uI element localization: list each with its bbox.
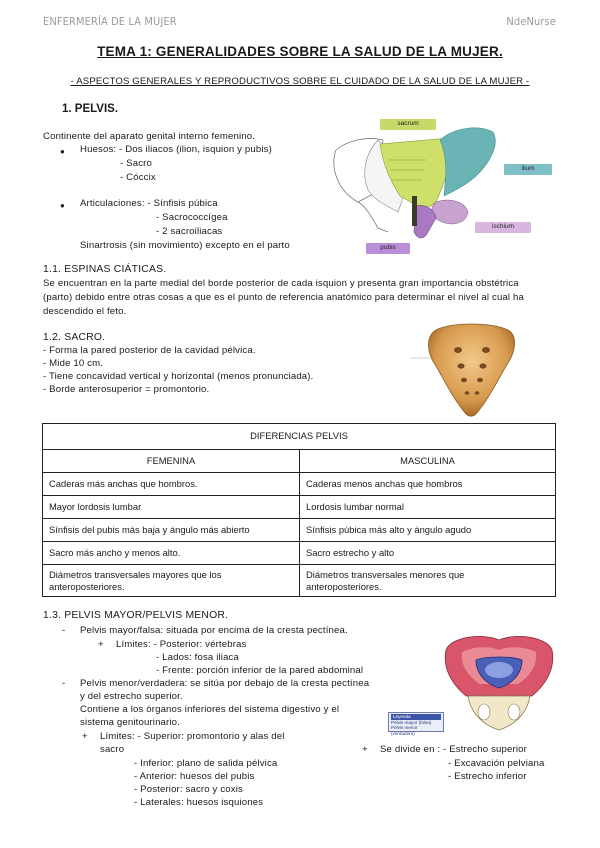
diferencias-pelvis-table — [42, 423, 556, 597]
pelvis-menor-limite-item: - Inferior: plano de salida pélvica — [134, 758, 278, 769]
pelvis-menor-limite-item: - Anterior: huesos del pubis — [134, 771, 255, 782]
table-cell: Sínfisis del pubis más baja y ángulo más abierto — [43, 519, 300, 542]
pelvis-menor-line: Pelvis menor/verdadera: se sitúa por debajo de la cresta pectínea — [80, 678, 370, 689]
table-row — [43, 519, 556, 542]
table-row — [43, 565, 556, 597]
coccyx-shape — [412, 196, 417, 226]
page-subtitle: - ASPECTOS GENERALES Y REPRODUCTIVOS SOBRE EL CUIDADO DE LA SALUD DE LA MUJER - — [70, 76, 530, 87]
table-cell: Sacro más ancho y menos alto. — [43, 542, 300, 565]
pelvis-menor-limites-cont: sacro — [100, 744, 125, 755]
espinas-line: descendido el feto. — [43, 306, 127, 317]
pelvis-menor-line: y del estrecho superior. — [80, 691, 183, 702]
table-row — [43, 473, 556, 496]
label-ischium: ischium — [475, 222, 531, 233]
page-title: TEMA 1: GENERALIDADES SOBRE LA SALUD DE LA MUJER. — [97, 44, 503, 59]
pelvis-mayor: Pelvis mayor/falsa: situada por encima de la cresta pectínea. — [80, 625, 348, 636]
sacrum-image — [406, 318, 536, 418]
bullet-icon: ● — [60, 147, 65, 156]
plus-icon: + — [362, 744, 368, 755]
pelvis-articulaciones: Articulaciones: - Sínfisis púbica — [80, 198, 218, 209]
bullet-icon: ● — [60, 201, 65, 210]
pelvis-menor-divide: Se divide en : - Estrecho superior — [380, 744, 527, 755]
pelvis-hueso-item: - Sacro — [120, 158, 152, 169]
table-cell: Diámetros transversales mayores que los anteroposteriores. — [43, 565, 300, 597]
table-cell: Caderas más anchas que hombros. — [43, 473, 300, 496]
ilium-shape — [440, 128, 495, 196]
pelvis-menor-line: sistema genitourinario. — [80, 717, 180, 728]
label-pubis: pubis — [366, 243, 410, 254]
section-mayor-menor-heading: 1.3. PELVIS MAYOR/PELVIS MENOR. — [43, 610, 229, 621]
espinas-line: (parto) debido entre otras cosas a que es el punto de referencia anatómico para determinar el nivel al cual ha — [43, 292, 525, 303]
table-header: MASCULINA — [300, 450, 556, 473]
pelvis-menor-divide-item: - Estrecho inferior — [448, 771, 527, 782]
legend-title: Leyenda — [391, 714, 441, 720]
pelvis-intro: Continente del aparato genital interno femenino. — [43, 131, 256, 142]
pelvis-menor-divide-item: - Excavación pelviana — [448, 758, 545, 769]
section-pelvis-heading: 1. PELVIS. — [62, 103, 119, 115]
pelvis-huesos: Huesos: - Dos iliacos (ilion, isquion y pubis) — [80, 144, 272, 155]
pelvis-mayor-limite-item: - Lados: fosa iliaca — [156, 652, 239, 663]
label-ilium: ilium — [504, 164, 552, 175]
table-cell: Sacro estrecho y alto — [300, 542, 556, 565]
pelvis-menor-line: Contiene a los órganos inferiores del sistema digestivo y el — [80, 704, 340, 715]
legend-item: Pelvis mayor (falsa) — [391, 719, 432, 725]
pelvis-sinartrosis: Sinartrosis (sin movimiento) excepto en el parto — [80, 240, 290, 251]
label-sacrum: sacrum — [380, 119, 436, 130]
espinas-line: Se encuentran en la parte medial del borde posterior de cada isquion y presenta gran importancia obstétrica — [43, 278, 519, 289]
legend-item: Pelvis menor (verdadera) — [391, 725, 418, 736]
table-row — [43, 496, 556, 519]
sacro-line: - Tiene concavidad vertical y horizontal (menos pronunciada). — [43, 371, 314, 382]
plus-icon: + — [82, 731, 88, 742]
pelvis-hueso-item: - Cóccix — [120, 172, 156, 183]
pelvis-menor-limite-item: - Posterior: sacro y coxis — [134, 784, 243, 795]
plus-icon: + — [98, 639, 104, 650]
pelvis-mayor-limites: Límites: - Posterior: vértebras — [116, 639, 247, 650]
pelvis-mayor-menor-diagram — [440, 630, 558, 738]
table-cell: Sínfisis púbica más alto y ángulo agudo — [300, 519, 556, 542]
pelvis-diagram — [328, 110, 528, 260]
table-cell: Diámetros transversales menores que anteroposteriores. — [300, 565, 556, 597]
section-espinas-heading: 1.1. ESPINAS CIÁTICAS. — [43, 264, 167, 275]
table-title: DIFERENCIAS PELVIS — [43, 424, 556, 450]
table-header: FEMENINA — [43, 450, 300, 473]
legend-box — [388, 712, 444, 736]
ischium-shape — [432, 200, 468, 224]
header-course: ENFERMERÍA DE LA MUJER — [43, 15, 177, 28]
header-author: NdeNurse — [506, 15, 556, 28]
table-cell: Mayor lordosis lumbar — [43, 496, 300, 519]
pelvis-menor-limites: Límites: - Superior: promontorio y alas del — [100, 731, 285, 742]
section-sacro-heading: 1.2. SACRO. — [43, 332, 106, 343]
dash-icon: - — [62, 625, 66, 636]
sacro-line: - Borde anterosuperior = promontorio. — [43, 384, 210, 395]
dash-icon: - — [62, 678, 66, 689]
sacro-line: - Forma la pared posterior de la cavidad pélvica. — [43, 345, 256, 356]
sacro-line: - Mide 10 cm. — [43, 358, 104, 369]
table-cell: Lordosis lumbar normal — [300, 496, 556, 519]
table-cell: Caderas menos anchas que hombros — [300, 473, 556, 496]
pelvis-artic-item: - Sacrococcígea — [156, 212, 228, 223]
table-row — [43, 542, 556, 565]
pelvis-artic-item: - 2 sacroiliacas — [156, 226, 223, 237]
pelvis-menor-limite-item: - Laterales: huesos isquiones — [134, 797, 264, 808]
pelvis-mayor-limite-item: - Frente: porción inferior de la pared abdominal — [156, 665, 364, 676]
